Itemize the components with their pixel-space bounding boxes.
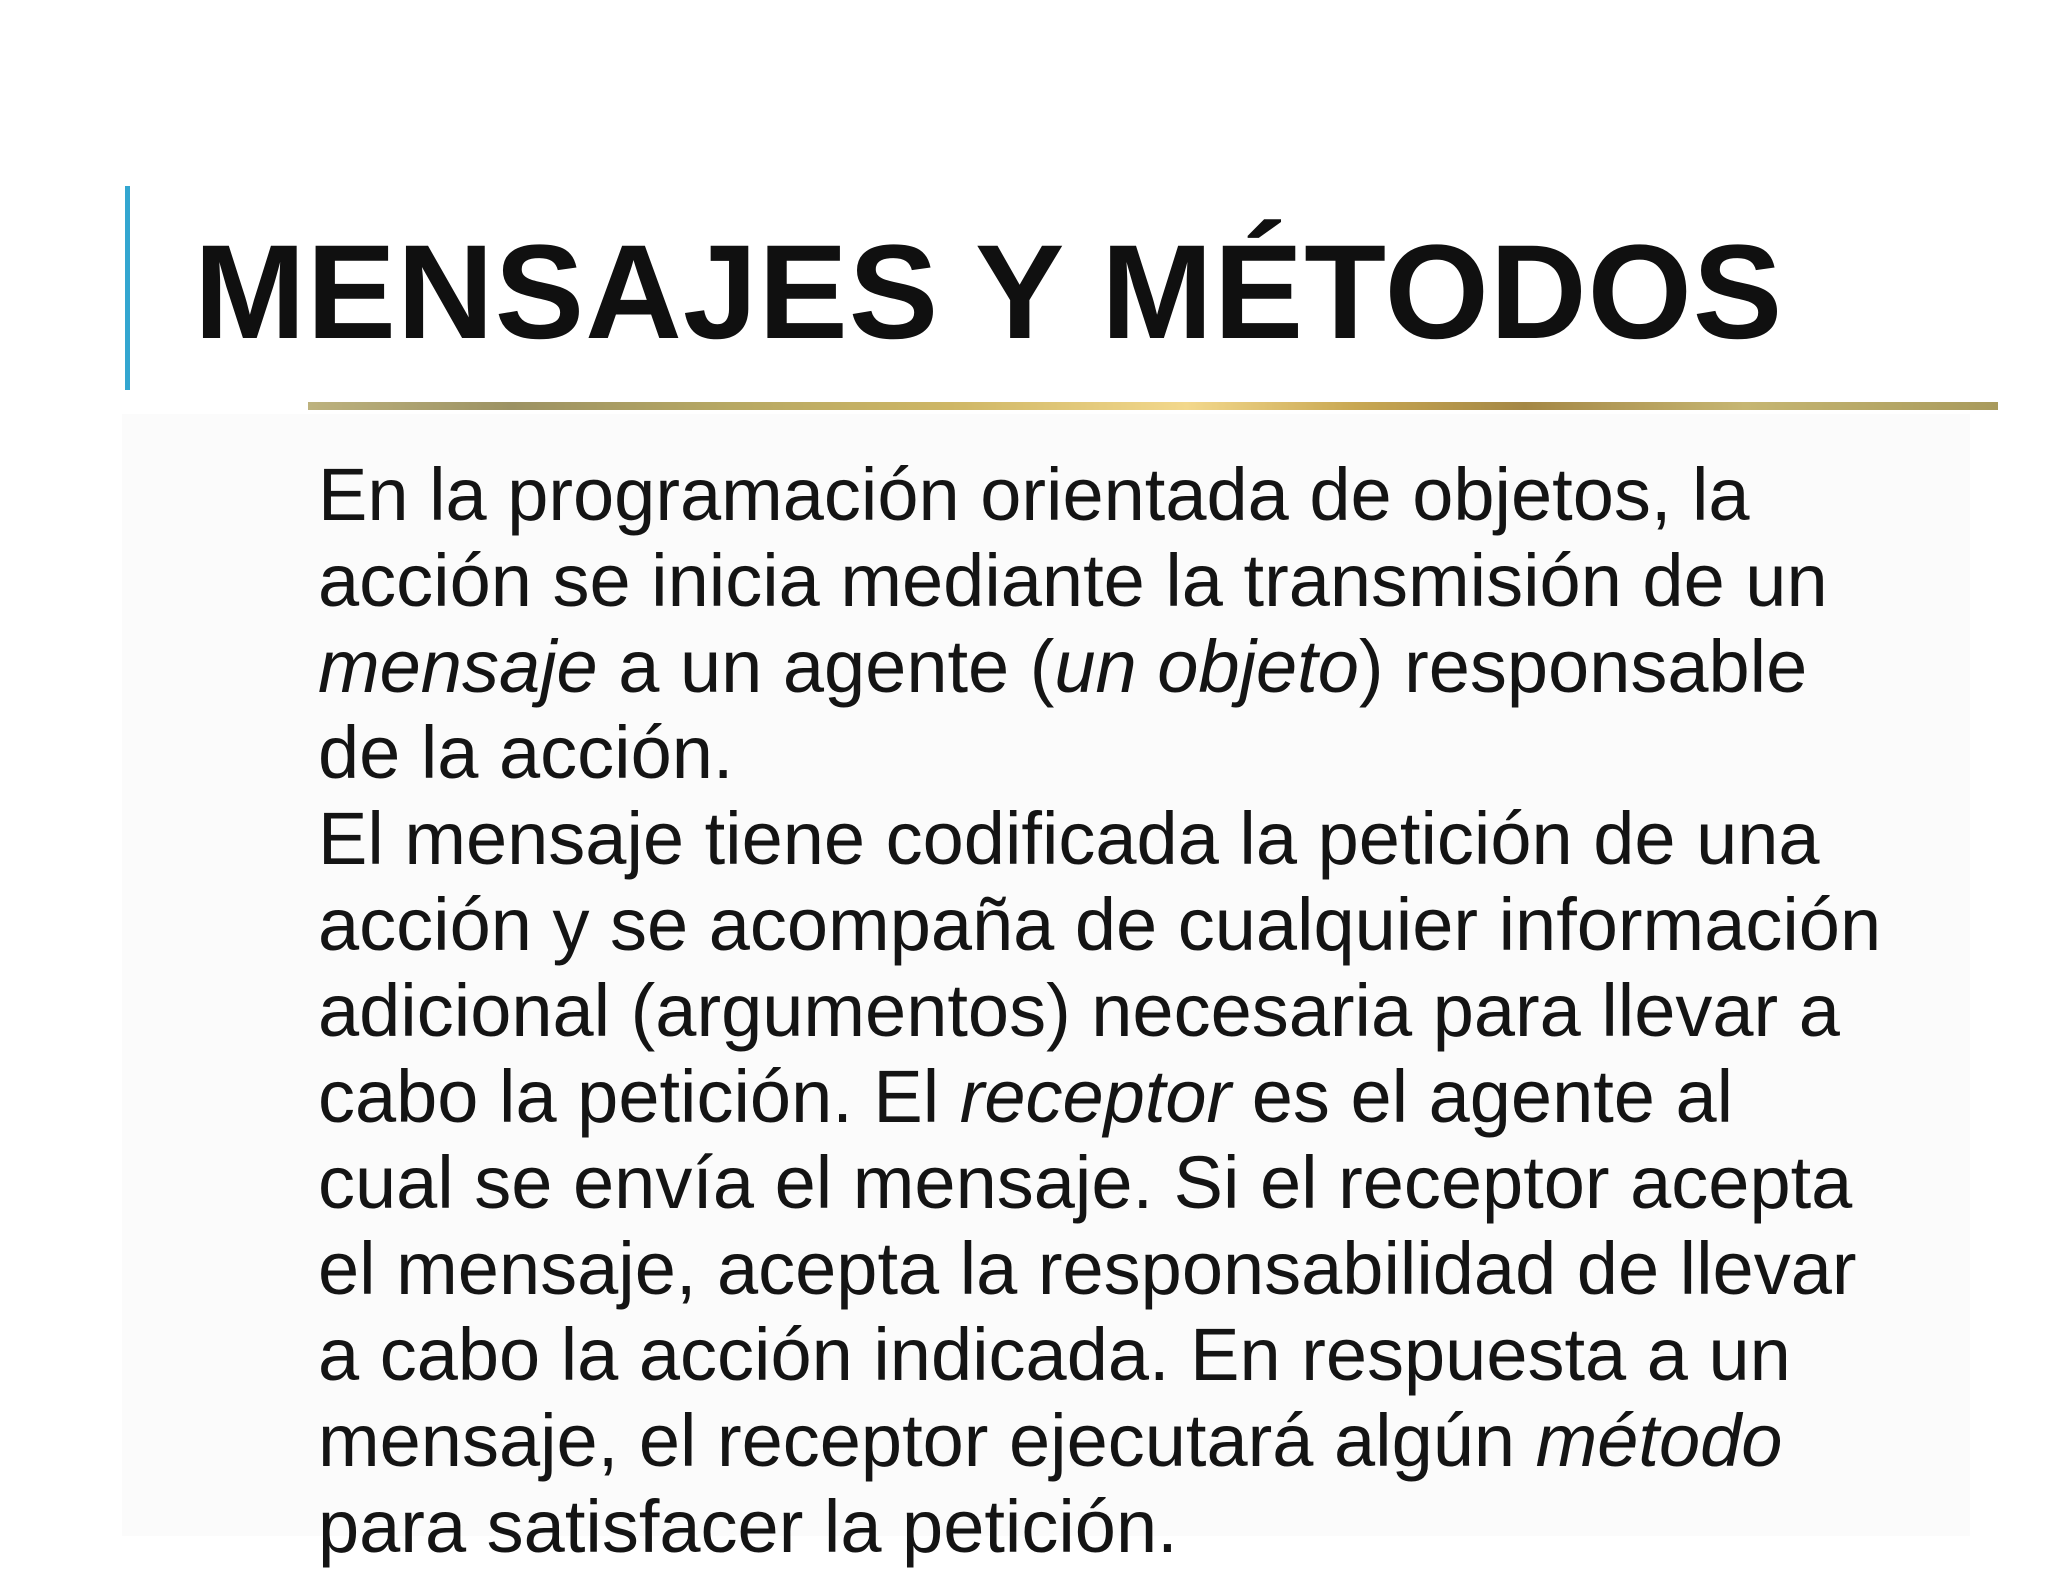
text-line: acción se inicia mediante la transmisión de un bbox=[318, 539, 1828, 622]
text-line: acción y se acompaña de cualquier información bbox=[318, 883, 1882, 966]
text-line: cual se envía el mensaje. Si el receptor acepta bbox=[318, 1141, 1853, 1224]
text-line: el mensaje, acepta la responsabilidad de llevar bbox=[318, 1227, 1857, 1310]
italic-term-mensaje: mensaje bbox=[318, 625, 598, 708]
text-line: a cabo la acción indicada. En respuesta a un bbox=[318, 1313, 1791, 1396]
slide-title: MENSAJES Y MÉTODOS bbox=[194, 218, 1784, 367]
text-line: mensaje a un agente (un objeto) responsable bbox=[318, 625, 1808, 708]
text-line: El mensaje tiene codificada la petición de una bbox=[318, 797, 1820, 880]
text-line: mensaje, el receptor ejecutará algún método bbox=[318, 1399, 1783, 1482]
italic-term-un-objeto: un objeto bbox=[1054, 625, 1359, 708]
italic-term-receptor: receptor bbox=[959, 1055, 1232, 1138]
text-line: para satisfacer la petición. bbox=[318, 1485, 1178, 1568]
text-line: adicional (argumentos) necesaria para llevar a bbox=[318, 969, 1840, 1052]
text-line: de la acción. bbox=[318, 711, 734, 794]
title-underline-rule bbox=[308, 402, 1998, 410]
title-accent-bar bbox=[125, 186, 130, 390]
text-line: cabo la petición. El receptor es el agente al bbox=[318, 1055, 1734, 1138]
italic-term-metodo: método bbox=[1535, 1399, 1783, 1482]
slide-body-text bbox=[318, 452, 2018, 1570]
text-line: En la programación orientada de objetos, la bbox=[318, 453, 1750, 536]
